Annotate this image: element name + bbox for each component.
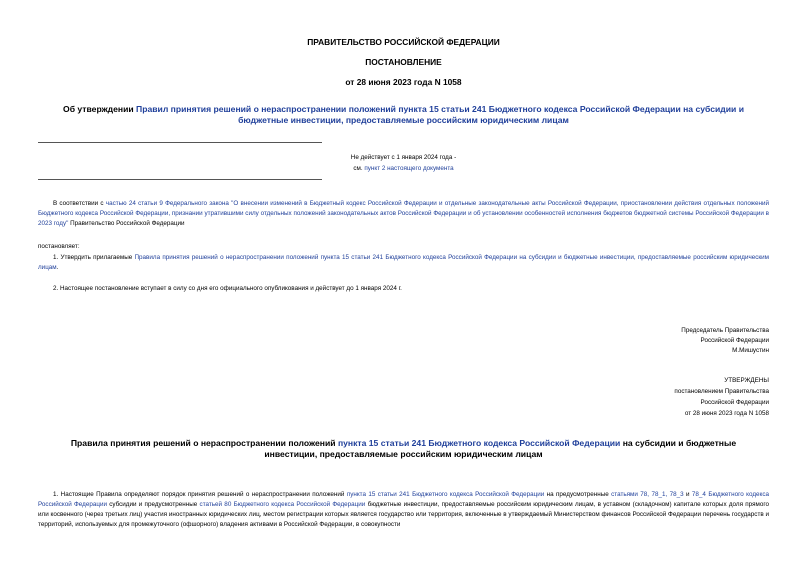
- approved-line-4: от 28 июня 2023 года N 1058: [684, 410, 769, 417]
- rules-title: [50, 438, 757, 460]
- document-date-number: от 28 июня 2023 года N 1058: [345, 77, 462, 87]
- approved-line-2: постановлением Правительства: [674, 388, 769, 395]
- article-78-4-link[interactable]: 78_4 Бюджетного кодекса Российской Федерации: [38, 491, 769, 508]
- status-prefix: см.: [353, 165, 365, 172]
- item-2: 2. Настоящее постановление вступает в силу со дня его официального опубликования и действует до 1 января 2024 г.: [53, 285, 402, 292]
- preamble-law-link[interactable]: частью 24 статьи 9 Федерального закона "О внесении изменений в Бюджетный кодекс Российской Федерации и отдельные законодательные акты Российской Федерации, приостановлении действия отдельных положений Бюджетного кодекса Российской Федерации, признании утратившими силу отдельных положений законодательных актов Российской Федерации и об установлении особенностей исполнения бюджетов бюджетной системы Российской Федерации в 2023 году": [38, 200, 770, 227]
- status-link[interactable]: пункт 2 настоящего документа: [364, 165, 454, 172]
- rules-title-link[interactable]: пункта 15 статьи 241 Бюджетного кодекса Российской Федерации: [337, 438, 621, 448]
- rules-title-text-1: Правила принятия решений о нераспространении положений: [70, 438, 338, 448]
- approved-line-1: УТВЕРЖДЕНЫ: [724, 377, 769, 384]
- articles-78-link[interactable]: статьями 78, 78_1, 78_3: [611, 491, 684, 498]
- item-1: 1. Утвердить прилагаемые Правила принятия решений о нераспространении положений пункта 15 статьи 241 Бюджетного кодекса Российской Федерации на субсидии и бюджетные инвестиции, предоставляемые российским юридическим лицам.: [38, 254, 770, 271]
- signature-line-2: Российской Федерации: [700, 337, 769, 344]
- signature-line-3: М.Мишустин: [732, 347, 769, 354]
- document-title: [50, 104, 757, 126]
- preamble-text-2: Правительство Российской Федерации: [68, 220, 185, 227]
- preamble-paragraph: [38, 199, 769, 229]
- resolves-text: постановляет:: [38, 243, 80, 250]
- document-type: ПОСТАНОВЛЕНИЕ: [365, 57, 442, 67]
- article-80-link[interactable]: статьей 80 Бюджетного кодекса Российской Федерации: [199, 501, 366, 508]
- article-241-link[interactable]: пункта 15 статьи 241 Бюджетного кодекса Российской Федерации: [346, 491, 545, 498]
- item-1-rules-link[interactable]: Правила принятия решений о нераспространении положений пункта 15 статьи 241 Бюджетного кодекса Российской Федерации на субсидии и бюджетные инвестиции, предоставляемые российским юридическим лицам: [38, 254, 770, 271]
- title-prefix: Об утверждении: [63, 104, 137, 114]
- separator-top: [38, 142, 322, 143]
- status-line-1: Не действует с 1 января 2024 года -: [350, 154, 457, 161]
- status-line-2: [300, 164, 507, 174]
- rules-title-text-2: на субсидии и бюджетные инвестиции, предоставляемые российским юридическим лицам: [264, 438, 737, 459]
- government-name: ПРАВИТЕЛЬСТВО РОССИЙСКОЙ ФЕДЕРАЦИИ: [307, 37, 500, 47]
- separator-bottom: [38, 179, 322, 180]
- approved-line-3: Российской Федерации: [700, 399, 769, 406]
- preamble-text-1: В соответствии с: [53, 200, 106, 207]
- signature-line-1: Председатель Правительства: [681, 327, 769, 334]
- item-1-text: 1. Утвердить прилагаемые: [53, 254, 135, 261]
- rules-paragraph-1: 1. Настоящие Правила определяют порядок принятия решений о нераспространении положений пункта 15 статьи 241 Бюджетного кодекса Российской Федерации на предусмотренные статьями 78, 78_1, 78_3 и 78_4 Бюджетного кодекса Российской Федерации субсидии и предусмотренные статьей 80 Бюджетного кодекса Российской Федерации бюджетные инвестиции, предоставляемые российским юридическим лицам, в уставном (складочном) капитале которых доля прямого или косвенного (через третьих лиц) участия иностранных юридических лиц, местом регистрации которых является государство или территория, включенные в утверждаемый Министерством финансов Российской Федерации перечень государств и территорий, используемых для промежуточного (офшорного) владения активами в Российской Федерации, в совокупности: [38, 491, 769, 528]
- title-link[interactable]: Правил принятия решений о нераспространении положений пункта 15 статьи 241 Бюджетного кодекса Российской Федерации на субсидии и бюджетные инвестиции, предоставляемые российским юридическим лицам: [136, 104, 744, 125]
